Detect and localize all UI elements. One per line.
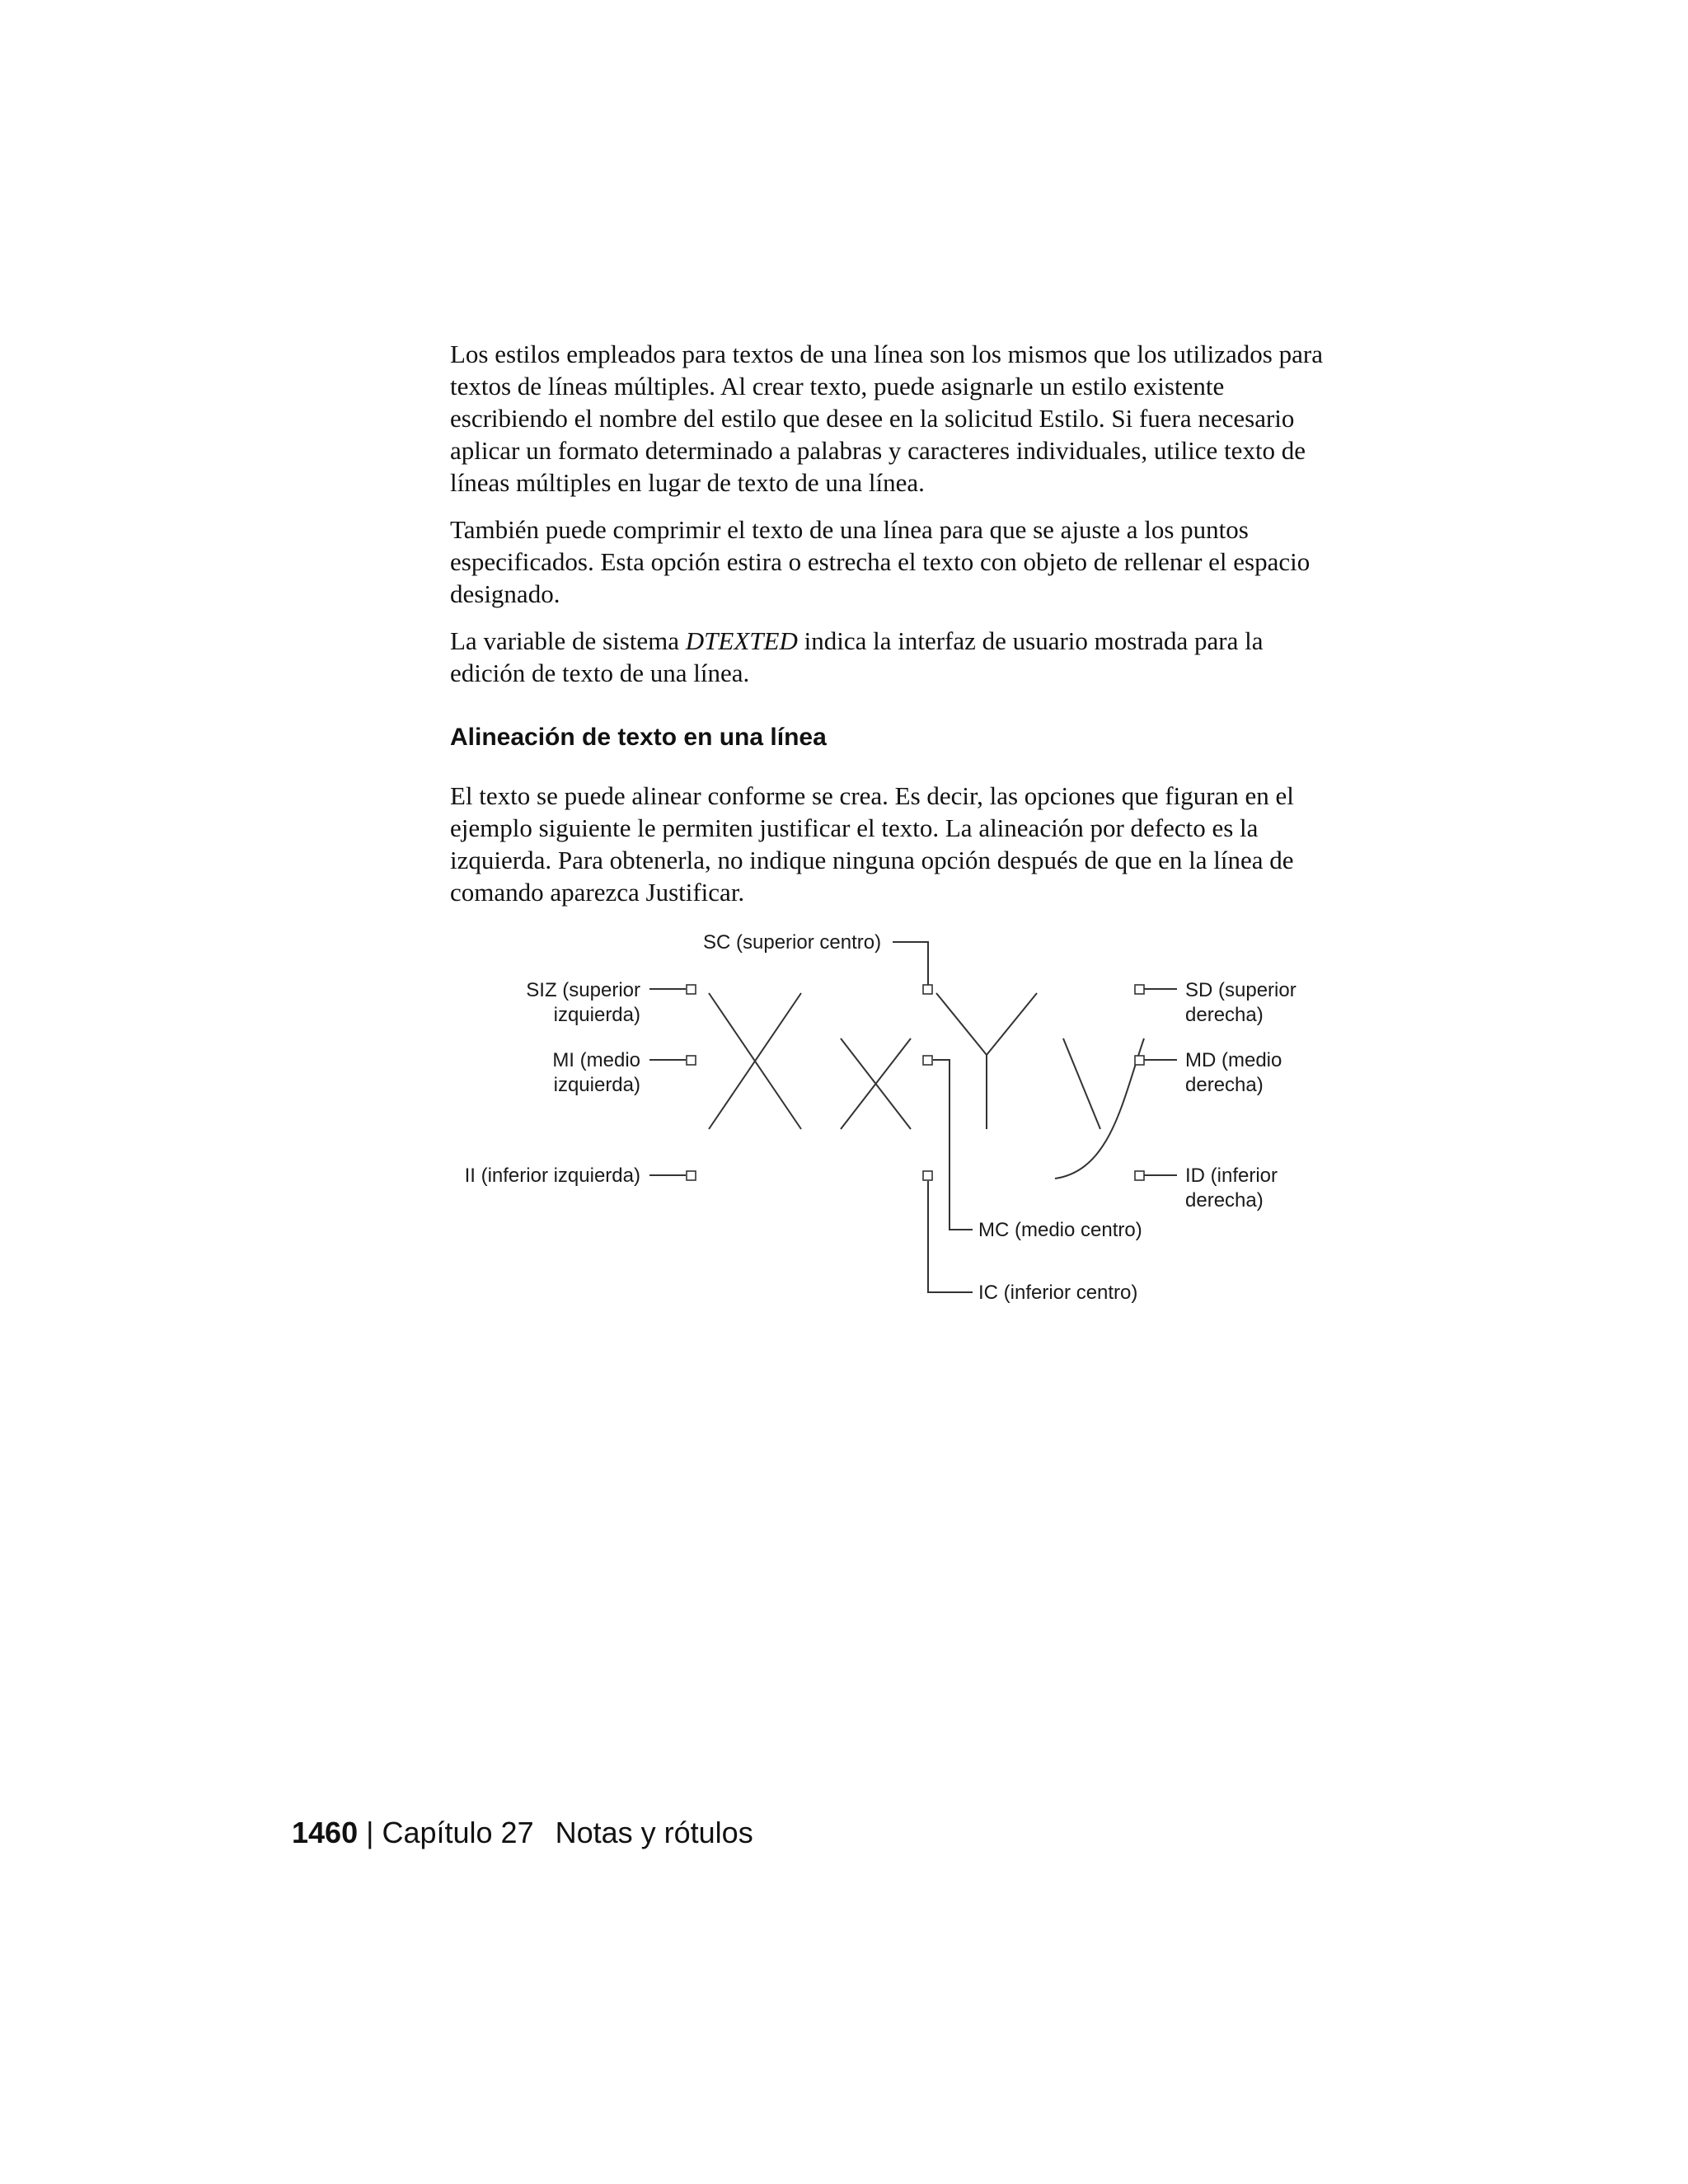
id-marker [1135, 1171, 1144, 1180]
footer-separator: | [366, 1816, 374, 1849]
page-number: 1460 [292, 1816, 359, 1849]
label-ii: II (inferior izquierda) [464, 1165, 640, 1187]
letter-y-lower-tail [1055, 1038, 1144, 1179]
md-marker [1135, 1056, 1144, 1065]
label-mi-line2: izquierda) [553, 1074, 640, 1096]
mc-marker [923, 1056, 932, 1065]
sc-leader [893, 942, 928, 985]
siz-marker [687, 985, 696, 994]
label-siz-line1: SIZ (superior [526, 979, 640, 1001]
label-id-line1: ID (inferior [1185, 1165, 1278, 1187]
label-md-line1: MD (medio [1185, 1049, 1282, 1071]
ic-marker [923, 1171, 932, 1180]
label-sd-line2: derecha) [1185, 1004, 1264, 1026]
paragraph-dtexted [450, 625, 1340, 689]
paragraph-compress-text: También puede comprimir el texto de una línea para que se ajuste a los puntos especificados. Esta opción estira o estrecha el texto con objeto de rellenar el espacio designado. [450, 515, 1311, 608]
mc-leader [933, 1060, 973, 1230]
sd-marker [1135, 985, 1144, 994]
label-siz-line2: izquierda) [553, 1004, 640, 1026]
paragraph-alignment: El texto se puede alinear conforme se crea. Es decir, las opciones que figuran en el ejemplo siguiente le permiten justificar el texto. La alineación por defecto es la izquierda. Para obtenerla, no indique ninguna opción después de que en la línea de comando aparezca Justificar. [450, 781, 1294, 907]
paragraph-text-styles: Los estilos empleados para textos de una línea son los mismos que los utilizados para textos de líneas múltiples. Al crear texto, puede asignarle un estilo existente escribiendo el nombre del estilo que desee en la solicitud Estilo. Si fuera necesario aplicar un formato determinado a palabras y caracteres individuales, utilice texto de líneas múltiples en lugar de texto de una línea. [450, 340, 1323, 497]
main-content [450, 338, 1340, 923]
label-sd-line1: SD (superior [1185, 979, 1296, 1001]
letter-y-upper-right-arm [987, 993, 1037, 1055]
chapter-label: Capítulo 27 [382, 1816, 534, 1849]
mi-marker [687, 1056, 696, 1065]
page-footer [292, 1815, 753, 1851]
ii-marker [687, 1171, 696, 1180]
letter-y-lower-left-arm [1063, 1038, 1100, 1129]
label-ic: IC (inferior centro) [978, 1282, 1138, 1304]
dtexted-rest: indica la interfaz de usuario mostrada para la edición de texto de una línea. [450, 626, 1264, 687]
alignment-diagram [445, 923, 1335, 1319]
alignment-figure [445, 923, 1335, 1319]
label-md-line2: derecha) [1185, 1074, 1264, 1096]
label-mc: MC (medio centro) [978, 1219, 1142, 1241]
chapter-title: Notas y rótulos [555, 1816, 753, 1849]
label-id-line2: derecha) [1185, 1189, 1264, 1212]
label-sc: SC (superior centro) [703, 931, 882, 954]
dtexted-intro: La variable de sistema [450, 626, 686, 655]
label-mi-line1: MI (medio [552, 1049, 640, 1071]
section-heading: Alineación de texto en una línea [450, 724, 827, 751]
dtexted-variable: DTEXTED [685, 626, 798, 655]
sc-marker [923, 985, 932, 994]
letter-y-upper-left-arm [936, 993, 987, 1055]
